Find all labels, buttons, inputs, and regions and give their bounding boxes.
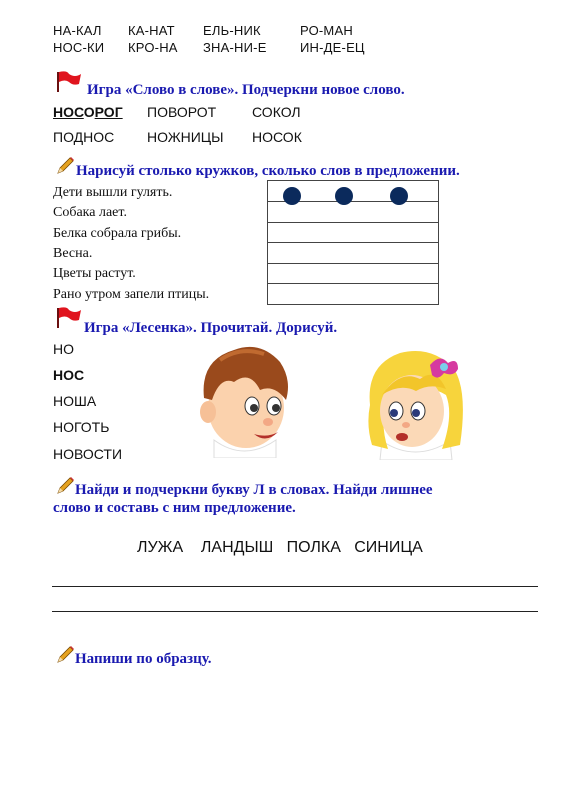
word-landysh: ЛАНДЫШ (200, 539, 274, 556)
ladder-word-2: НОС (53, 367, 85, 383)
word-sinitsa: СИНИЦА (354, 539, 423, 556)
word-nosok: НОСОК (252, 129, 302, 145)
task2-title: Нарисуй столько кружков, сколько слов в предложении. (76, 163, 460, 179)
sentence-4: Весна. (53, 246, 93, 261)
pencil-icon (55, 156, 75, 176)
flag-icon (55, 70, 81, 92)
word-polka: ПОЛКА (286, 539, 341, 556)
syllable-3: ЕЛЬ-НИК (203, 23, 261, 38)
grid-line (268, 222, 438, 223)
grid-line (268, 283, 438, 284)
pencil-icon (55, 476, 75, 496)
example-part-2: О (83, 104, 95, 120)
boy-illustration (190, 340, 298, 458)
task1-title: Игра «Слово в слове». Подчеркни новое слово. (87, 82, 405, 98)
example-part-3: РОГ (94, 104, 123, 120)
example-word (53, 104, 123, 120)
example-part-1: НОС (53, 104, 84, 120)
ladder-word-1: НО (53, 341, 74, 357)
word-sokol: СОКОЛ (252, 104, 301, 120)
writing-line-2[interactable] (52, 611, 538, 612)
sentence-5: Цветы растут. (53, 266, 136, 281)
grid-line (268, 263, 438, 264)
ladder-word-4: НОГОТЬ (53, 419, 110, 435)
word-luzha: ЛУЖА (137, 539, 184, 556)
ladder-word-3: НОША (53, 393, 97, 409)
task4-title-line1: Найди и подчеркни букву Л в словах. Найди лишнее (75, 482, 433, 498)
ladder-word-5: НОВОСТИ (53, 446, 123, 462)
example-circle (283, 187, 301, 205)
syllable-2: КА-НАТ (128, 23, 175, 38)
example-circle (335, 187, 353, 205)
writing-line-1[interactable] (52, 586, 538, 587)
syllable-8: ИН-ДЕ-ЕЦ (300, 40, 365, 55)
sentence-6: Рано утром запели птицы. (53, 287, 210, 302)
word-nozhnitsy: НОЖНИЦЫ (147, 129, 224, 145)
syllable-7: ЗНА-НИ-Е (203, 40, 267, 55)
task5-title: Напиши по образцу. (75, 651, 212, 667)
flag-icon (55, 306, 81, 328)
word-podnos: ПОДНОС (53, 129, 115, 145)
syllable-1: НА-КАЛ (53, 23, 102, 38)
syllable-5: НОС-КИ (53, 40, 105, 55)
sentence-2: Собака лает. (53, 205, 127, 220)
sentence-1: Дети вышли гулять. (53, 185, 173, 200)
task3-title: Игра «Лесенка». Прочитай. Дорисуй. (84, 320, 338, 336)
syllable-6: КРО-НА (128, 40, 178, 55)
pencil-icon (55, 645, 75, 665)
grid-line (268, 242, 438, 243)
answer-grid (267, 180, 439, 305)
example-circle (390, 187, 408, 205)
task4-title-line2: слово и составь с ним предложение. (53, 500, 296, 516)
sentence-3: Белка собрала грибы. (53, 226, 182, 241)
word-list (137, 539, 423, 557)
word-povorot: ПОВОРОТ (147, 104, 217, 120)
girl-illustration (360, 345, 470, 460)
syllable-4: РО-МАН (300, 23, 353, 38)
